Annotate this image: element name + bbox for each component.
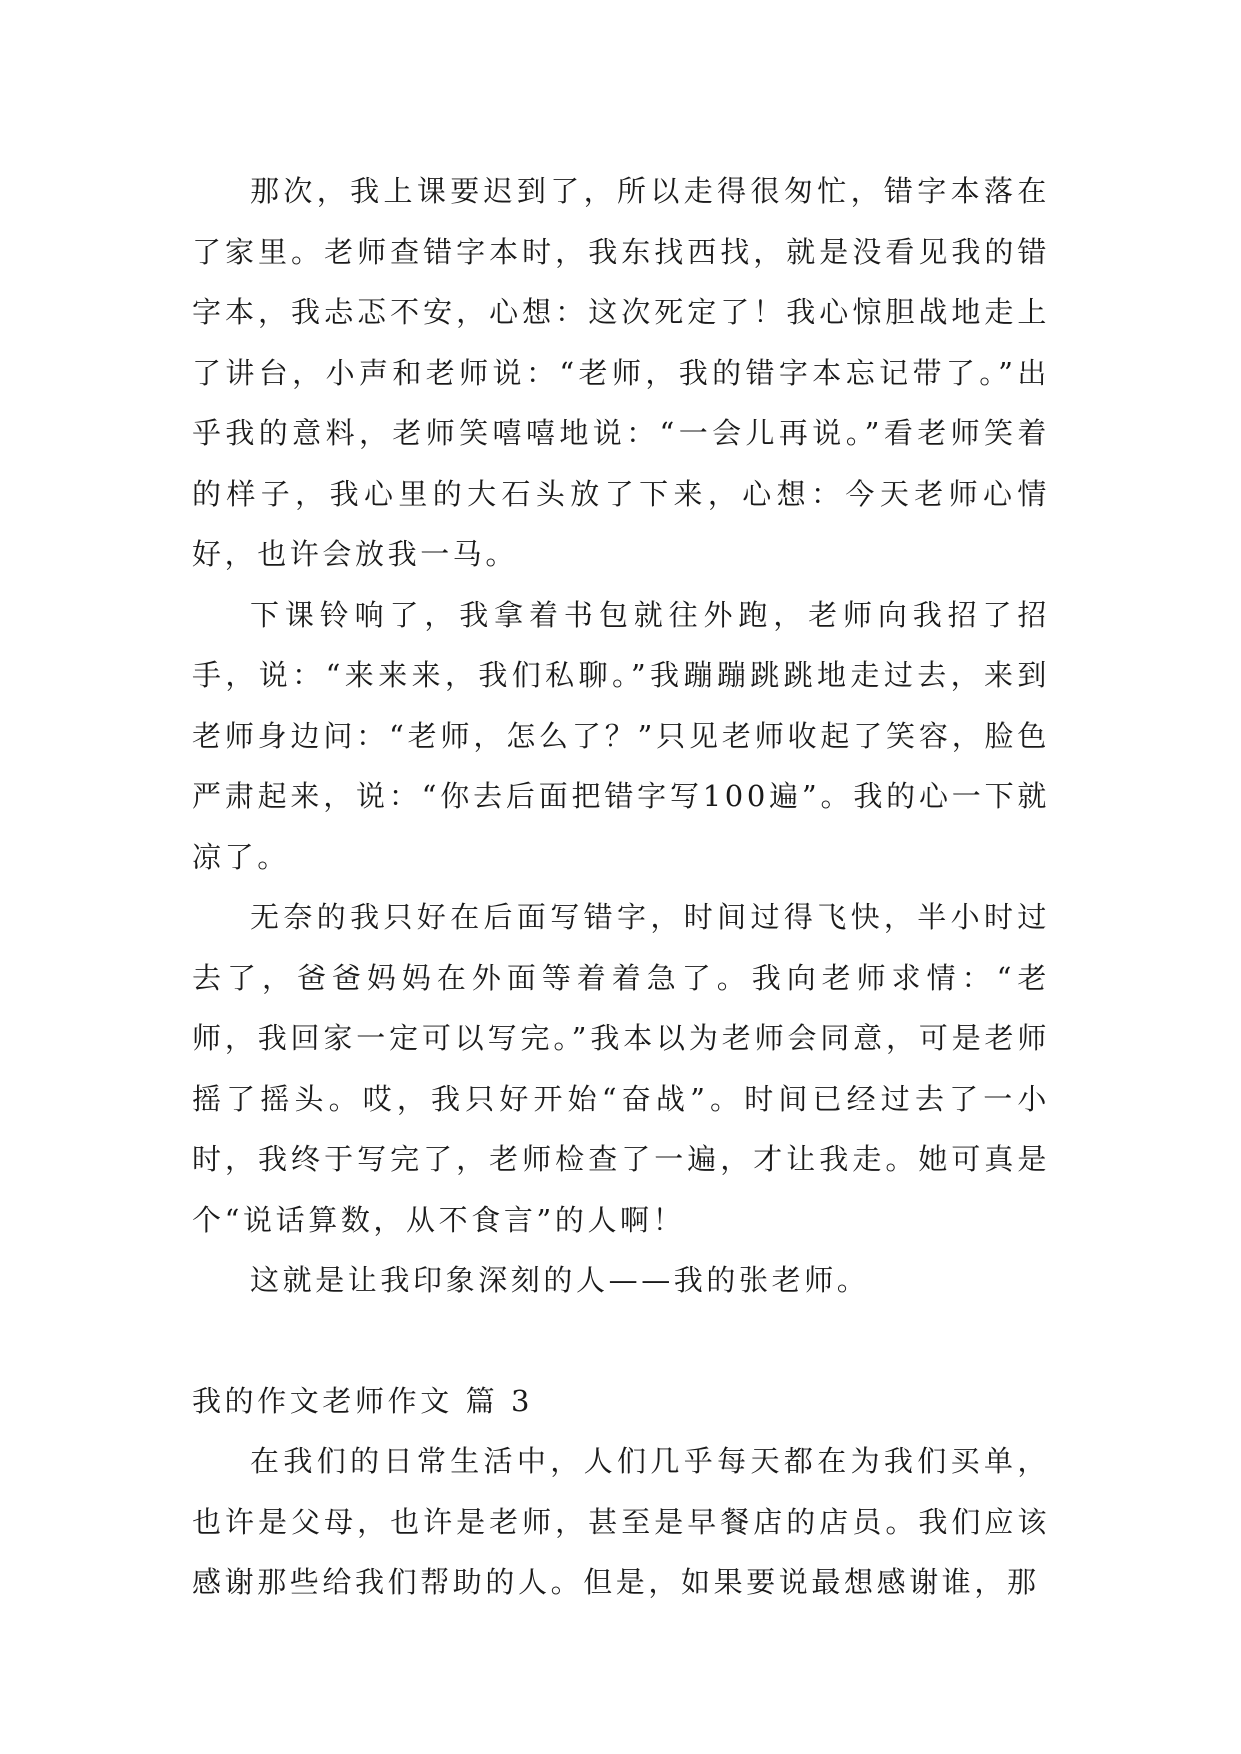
paragraph: 无奈的我只好在后面写错字，时间过得飞快，半小时过去了，爸爸妈妈在外面等着着急了。我向老师求情：“老师，我回家一定可以写完。”我本以为老师会同意，可是老师摇了摇头。哎，我只好开始“奋战”。时间已经过去了一小时，我终于写完了，老师检查了一遍，才让我走。她可真是个“说话算数，从不食言”的人啊！ [192, 900, 1050, 1237]
document-body [192, 161, 1050, 1613]
paragraph: 下课铃响了，我拿着书包就往外跑，老师向我招了招手，说：“来来来，我们私聊。”我蹦蹦跳跳地走过去，来到老师身边问：“老师，怎么了？”只见老师收起了笑容，脸色严肃起来，说：“你去后面把错字写100遍”。我的心一下就凉了。 [192, 597, 1050, 874]
paragraph: 那次，我上课要迟到了，所以走得很匆忙，错字本落在了家里。老师查错字本时，我东找西找，就是没看见我的错字本，我忐忑不安，心想：这次死定了！我心惊胆战地走上了讲台，小声和老师说：“老师，我的错字本忘记带了。”出乎我的意料，老师笑嘻嘻地说：“一会儿再说。”看老师笑着的样子，我心里的大石头放了下来，心想：今天老师心情好，也许会放我一马。 [192, 174, 1050, 571]
section-heading: 我的作文老师作文 篇 3 [192, 1383, 534, 1418]
paragraph: 这就是让我印象深刻的人——我的张老师。 [250, 1263, 870, 1297]
paragraph: 在我们的日常生活中，人们几乎每天都在为我们买单，也许是父母，也许是老师，甚至是早餐店的店员。我们应该感谢那些给我们帮助的人。但是，如果要说最想感谢谁，那 [192, 1444, 1050, 1599]
